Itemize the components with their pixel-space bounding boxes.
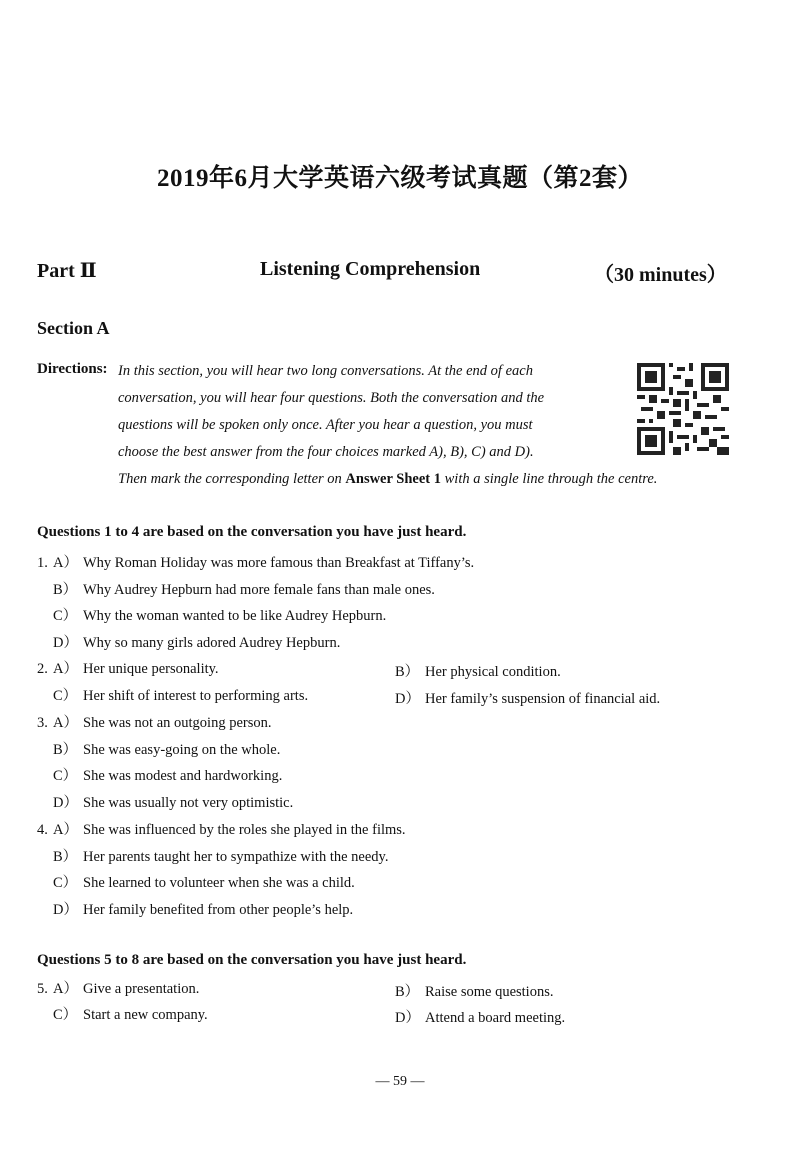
directions-label: Directions:	[37, 361, 108, 377]
page-number: — 59 —	[375, 1074, 425, 1089]
q1-option-d: D） Why so many girls adored Audrey Hepburn.	[53, 635, 341, 651]
question-group-heading: Questions 5 to 8 are based on the conversation you have just heard.	[37, 952, 467, 968]
q3-option-b: B） She was easy-going on the whole.	[53, 742, 281, 758]
q4-option-b: B） Her parents taught her to sympathize with the needy.	[53, 849, 389, 865]
answer-sheet-ref: Answer Sheet 1	[345, 471, 441, 487]
part-label: Part Ⅱ	[37, 260, 97, 282]
q5-option-a: 5. A） Give a presentation.	[37, 981, 200, 997]
qr-code-icon	[637, 363, 729, 455]
directions-line: choose the best answer from the four choices marked A), B), C) and D).	[118, 444, 534, 460]
q5-option-c: C） Start a new company.	[53, 1007, 208, 1023]
q5-option-b: B） Raise some questions.	[395, 984, 554, 1000]
q1-option-b: B） Why Audrey Hepburn had more female fans than male ones.	[53, 582, 435, 598]
q3-option-c: C） She was modest and hardworking.	[53, 768, 283, 784]
section-heading: Section A	[37, 318, 110, 338]
question-group-heading: Questions 1 to 4 are based on the conversation you have just heard.	[37, 524, 467, 540]
directions-line: In this section, you will hear two long conversations. At the end of each	[118, 363, 533, 379]
q1-option-a: 1. A） Why Roman Holiday was more famous than Breakfast at Tiffany’s.	[37, 555, 475, 571]
q4-option-a: 4. A） She was influenced by the roles she played in the films.	[37, 822, 406, 838]
q1-option-c: C） Why the woman wanted to be like Audrey Hepburn.	[53, 608, 387, 624]
q4-option-c: C） She learned to volunteer when she was a child.	[53, 875, 355, 891]
page-title: 2019年6月大学英语六级考试真题（第2套）	[156, 165, 643, 192]
q3-option-a: 3. A） She was not an outgoing person.	[37, 715, 272, 731]
q5-option-d: D） Attend a board meeting.	[395, 1010, 566, 1026]
q3-option-d: D） She was usually not very optimistic.	[53, 795, 294, 811]
part-time: （30 minutes）	[594, 264, 727, 286]
q2-option-c: C） Her shift of interest to performing arts.	[53, 688, 309, 704]
q2-option-d: D） Her family’s suspension of financial aid.	[395, 691, 661, 707]
q2-option-a: 2. A） Her unique personality.	[37, 661, 219, 677]
directions-line: questions will be spoken only once. After you hear a question, you must	[118, 417, 533, 433]
directions-line-last: Then mark the corresponding letter on Answer Sheet 1 with a single line through the centre.	[118, 471, 658, 487]
part-name: Listening Comprehension	[260, 258, 481, 280]
q4-option-d: D） Her family benefited from other people’s help.	[53, 902, 354, 918]
q2-option-b: B） Her physical condition.	[395, 664, 561, 680]
directions-line: conversation, you will hear four questions. Both the conversation and the	[118, 390, 545, 406]
